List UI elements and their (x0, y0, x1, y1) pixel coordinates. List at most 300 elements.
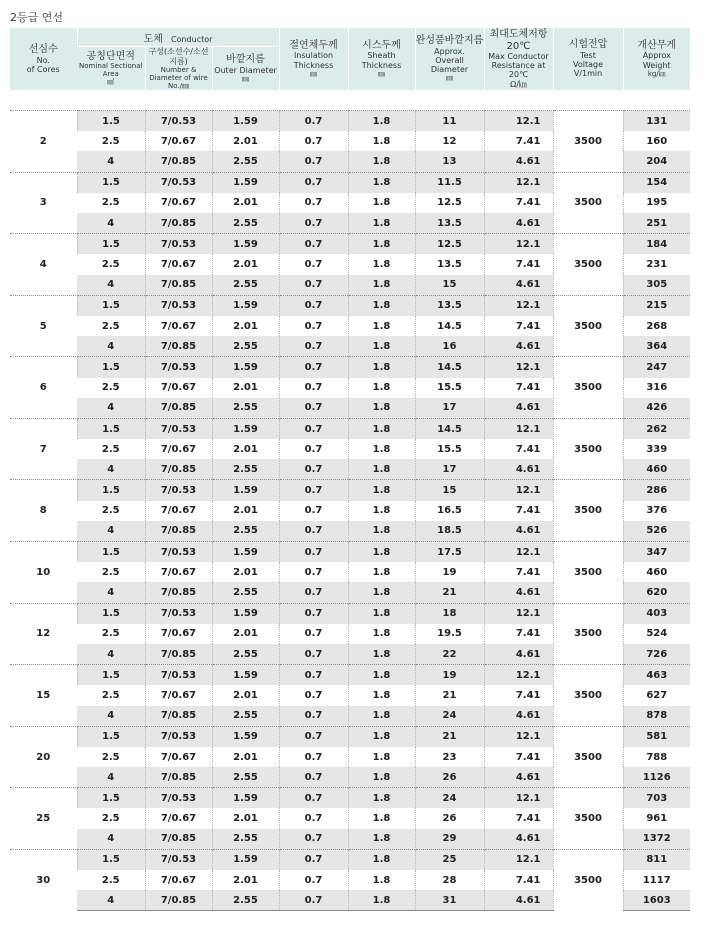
resistance-cell (484, 849, 553, 870)
header-outer-en: Outer Diameter (214, 65, 277, 75)
construction-cell: 7/0.53 (145, 788, 212, 809)
table-row (10, 480, 690, 501)
area-cell: 4 (77, 459, 145, 480)
weight-cell: 251 (623, 213, 690, 234)
resistance-value: 4.61 (515, 525, 541, 537)
area-cell: 1.5 (77, 295, 145, 316)
table-row (10, 295, 690, 316)
sheath-cell: 1.8 (348, 378, 415, 398)
outer-diameter-cell: 1.59 (212, 603, 279, 624)
header-voltage-unit: V/1min (573, 69, 603, 79)
resistance-value: 7.41 (515, 320, 541, 332)
weight-cell: 726 (623, 644, 690, 665)
outer-diameter-cell: 2.01 (212, 870, 279, 890)
sheath-cell: 1.8 (348, 316, 415, 336)
resistance-cell (484, 213, 553, 234)
header-area-en: Nominal Sectional Area (79, 62, 143, 79)
area-cell: 4 (77, 275, 145, 296)
test-voltage-cell: 3500 (553, 726, 623, 788)
insulation-cell: 0.7 (279, 829, 348, 850)
area-cell: 1.5 (77, 788, 145, 809)
table-row (10, 665, 690, 686)
resistance-cell (484, 418, 553, 439)
weight-cell: 460 (623, 459, 690, 480)
outer-diameter-cell: 1.59 (212, 172, 279, 193)
resistance-value: 12.1 (515, 423, 541, 435)
overall-diameter-cell: 15 (415, 480, 484, 501)
area-cell: 2.5 (101, 197, 120, 209)
resistance-cell (484, 870, 553, 890)
sheath-cell: 1.8 (348, 747, 415, 767)
header-insulation (279, 28, 348, 90)
construction-cell: 7/0.67 (145, 501, 212, 521)
overall-diameter-cell: 24 (415, 788, 484, 809)
outer-diameter-cell: 1.59 (212, 849, 279, 870)
area-cell: 4 (77, 336, 145, 357)
overall-diameter-cell: 23 (415, 747, 484, 767)
weight-cell: 154 (623, 172, 690, 193)
construction-cell: 7/0.85 (145, 582, 212, 603)
insulation-cell: 0.7 (279, 890, 348, 911)
sheath-cell: 1.8 (348, 808, 415, 828)
insulation-cell: 0.7 (279, 151, 348, 172)
weight-cell: 1126 (623, 767, 690, 788)
header-sheath-ko: 시스두께 (362, 39, 401, 51)
overall-diameter-cell: 14.5 (415, 316, 484, 336)
construction-cell: 7/0.67 (145, 624, 212, 644)
construction-cell: 7/0.67 (145, 316, 212, 336)
cores-cell: 20 (10, 726, 77, 788)
resistance-cell (484, 111, 553, 132)
cable-spec-table (10, 28, 690, 911)
cores-cell: 4 (10, 234, 77, 296)
construction-cell: 7/0.85 (145, 459, 212, 480)
construction-cell: 7/0.85 (145, 275, 212, 296)
sheath-cell: 1.8 (348, 172, 415, 193)
outer-diameter-cell: 2.55 (212, 459, 279, 480)
sheath-cell: 1.8 (348, 849, 415, 870)
weight-cell: 788 (623, 747, 690, 767)
resistance-value: 4.61 (515, 340, 541, 352)
table-row (10, 542, 690, 563)
header-weight-en1: Approx (642, 51, 671, 61)
resistance-value: 12.1 (515, 177, 541, 189)
construction-cell: 7/0.85 (145, 706, 212, 727)
sheath-cell: 1.8 (348, 829, 415, 850)
area-cell: 1.5 (77, 726, 145, 747)
weight-cell: 184 (623, 234, 690, 255)
test-voltage-cell: 3500 (553, 172, 623, 234)
test-voltage-cell: 3500 (553, 603, 623, 665)
header-weight-en2: Weight (642, 60, 671, 70)
header-voltage-en2: Voltage (572, 60, 603, 70)
overall-diameter-cell: 18.5 (415, 521, 484, 542)
sheath-cell: 1.8 (348, 767, 415, 788)
sheath-cell: 1.8 (348, 562, 415, 582)
weight-cell: 339 (623, 439, 690, 459)
area-cell: 1.5 (77, 418, 145, 439)
header-outer-unit: ㎜ (242, 74, 249, 83)
cores-cell: 6 (10, 357, 77, 419)
header-area (77, 47, 145, 90)
resistance-value: 7.41 (515, 628, 541, 640)
header-overall-unit: ㎜ (446, 74, 453, 83)
resistance-value: 7.41 (515, 874, 541, 886)
cores-cell: 3 (10, 172, 77, 234)
overall-diameter-cell: 19 (415, 665, 484, 686)
area-cell: 4 (77, 767, 145, 788)
header-overall-en2: Overall Diameter (430, 56, 469, 75)
construction-cell: 7/0.67 (145, 562, 212, 582)
area-cell: 4 (77, 151, 145, 172)
sheath-cell: 1.8 (348, 890, 415, 911)
outer-diameter-cell: 2.01 (212, 562, 279, 582)
sheath-cell: 1.8 (348, 254, 415, 274)
header-cores-en2: of Cores (26, 64, 60, 74)
insulation-cell: 0.7 (279, 254, 348, 274)
weight-cell: 268 (623, 316, 690, 336)
area-cell: 1.5 (77, 234, 145, 255)
header-area-ko: 공칭단면적 (86, 50, 135, 62)
area-cell: 1.5 (77, 357, 145, 378)
sheath-cell: 1.8 (348, 644, 415, 665)
overall-diameter-cell: 28 (415, 870, 484, 890)
overall-diameter-cell: 13.5 (415, 254, 484, 274)
header-weight (623, 28, 690, 90)
overall-diameter-cell: 12 (415, 131, 484, 151)
sheath-cell: 1.8 (348, 480, 415, 501)
outer-diameter-cell: 2.01 (212, 316, 279, 336)
weight-cell: 1372 (623, 829, 690, 850)
test-voltage-cell: 3500 (553, 111, 623, 173)
header-outer-diameter (212, 47, 279, 90)
insulation-cell: 0.7 (279, 542, 348, 563)
resistance-cell (484, 624, 553, 644)
overall-diameter-cell: 22 (415, 644, 484, 665)
header-insulation-unit: ㎜ (310, 69, 317, 78)
insulation-cell: 0.7 (279, 459, 348, 480)
header-insulation-en1: Insulation (293, 51, 334, 61)
area-cell: 1.5 (77, 172, 145, 193)
overall-diameter-cell: 18 (415, 603, 484, 624)
header-cores-ko: 선심수 (28, 44, 58, 56)
sheath-cell: 1.8 (348, 234, 415, 255)
area-cell: 2.5 (101, 628, 120, 640)
overall-diameter-cell: 16.5 (415, 501, 484, 521)
insulation-cell: 0.7 (279, 665, 348, 686)
insulation-cell: 0.7 (279, 193, 348, 213)
resistance-value: 7.41 (515, 382, 541, 394)
test-voltage-cell: 3500 (553, 788, 623, 850)
insulation-cell: 0.7 (279, 644, 348, 665)
header-resistance-en2: Resistance at 20℃ (491, 61, 546, 80)
test-voltage-cell: 3500 (553, 418, 623, 480)
resistance-value: 4.61 (515, 833, 541, 845)
construction-cell: 7/0.85 (145, 336, 212, 357)
header-overall-ko: 완성품바깥지름 (415, 35, 484, 47)
resistance-value: 12.1 (515, 115, 541, 127)
header-construction-en: Number & Diameter of wire (149, 65, 208, 82)
outer-diameter-cell: 2.01 (212, 439, 279, 459)
weight-cell: 703 (623, 788, 690, 809)
insulation-cell: 0.7 (279, 603, 348, 624)
weight-cell: 878 (623, 706, 690, 727)
header-voltage (553, 28, 623, 90)
area-cell: 2.5 (101, 320, 120, 332)
header-sheath (348, 28, 415, 90)
header-voltage-ko: 시험전압 (568, 39, 608, 51)
construction-cell: 7/0.85 (145, 890, 212, 911)
area-cell: 2.5 (101, 874, 120, 886)
header-overall (415, 28, 484, 90)
area-cell: 2.5 (101, 135, 120, 147)
insulation-cell: 0.7 (279, 378, 348, 398)
area-cell: 4 (77, 582, 145, 603)
construction-cell: 7/0.85 (145, 213, 212, 234)
construction-cell: 7/0.85 (145, 521, 212, 542)
insulation-cell: 0.7 (279, 706, 348, 727)
insulation-cell: 0.7 (279, 275, 348, 296)
overall-diameter-cell: 21 (415, 582, 484, 603)
resistance-value: 4.61 (515, 217, 541, 229)
construction-cell: 7/0.53 (145, 603, 212, 624)
outer-diameter-cell: 2.01 (212, 747, 279, 767)
outer-diameter-cell: 2.55 (212, 213, 279, 234)
outer-diameter-cell: 2.01 (212, 254, 279, 274)
construction-cell: 7/0.85 (145, 829, 212, 850)
resistance-cell (484, 398, 553, 419)
resistance-value: 4.61 (515, 771, 541, 783)
construction-cell: 7/0.67 (145, 439, 212, 459)
weight-cell: 160 (623, 131, 690, 151)
resistance-cell (484, 767, 553, 788)
overall-diameter-cell: 11 (415, 111, 484, 132)
resistance-value: 7.41 (515, 443, 541, 455)
resistance-value: 7.41 (515, 751, 541, 763)
area-cell: 4 (77, 398, 145, 419)
overall-diameter-cell: 21 (415, 685, 484, 705)
table-row (10, 788, 690, 809)
insulation-cell: 0.7 (279, 870, 348, 890)
overall-diameter-cell: 15.5 (415, 439, 484, 459)
overall-diameter-cell: 12.5 (415, 234, 484, 255)
outer-diameter-cell: 1.59 (212, 357, 279, 378)
outer-diameter-cell: 1.59 (212, 234, 279, 255)
outer-diameter-cell: 2.01 (212, 193, 279, 213)
test-voltage-cell: 3500 (553, 295, 623, 357)
area-cell: 4 (77, 644, 145, 665)
sheath-cell: 1.8 (348, 665, 415, 686)
header-sheath-en2: Thickness (361, 60, 402, 70)
weight-cell: 627 (623, 685, 690, 705)
construction-cell: 7/0.53 (145, 357, 212, 378)
outer-diameter-cell: 2.01 (212, 624, 279, 644)
table-row (10, 603, 690, 624)
sheath-cell: 1.8 (348, 418, 415, 439)
weight-cell: 262 (623, 418, 690, 439)
construction-cell: 7/0.53 (145, 111, 212, 132)
outer-diameter-cell: 2.55 (212, 706, 279, 727)
insulation-cell: 0.7 (279, 480, 348, 501)
construction-cell: 7/0.53 (145, 295, 212, 316)
table-row (10, 418, 690, 439)
header-insulation-ko: 절연체두께 (289, 39, 338, 51)
overall-diameter-cell: 15.5 (415, 378, 484, 398)
weight-cell: 463 (623, 665, 690, 686)
overall-diameter-cell: 19.5 (415, 624, 484, 644)
sheath-cell: 1.8 (348, 624, 415, 644)
sheath-cell: 1.8 (348, 685, 415, 705)
sheath-cell: 1.8 (348, 357, 415, 378)
resistance-cell (484, 295, 553, 316)
area-cell: 2.5 (101, 813, 120, 825)
resistance-value: 4.61 (515, 402, 541, 414)
resistance-value: 7.41 (515, 813, 541, 825)
insulation-cell: 0.7 (279, 747, 348, 767)
header-outer-ko: 바깥지름 (226, 54, 265, 66)
sheath-cell: 1.8 (348, 870, 415, 890)
resistance-value: 4.61 (515, 710, 541, 722)
cores-cell: 7 (10, 418, 77, 480)
weight-cell: 376 (623, 501, 690, 521)
resistance-value: 4.61 (515, 894, 541, 906)
table-row (10, 172, 690, 193)
outer-diameter-cell: 2.01 (212, 131, 279, 151)
overall-diameter-cell: 19 (415, 562, 484, 582)
weight-cell: 426 (623, 398, 690, 419)
weight-cell: 403 (623, 603, 690, 624)
outer-diameter-cell: 2.55 (212, 582, 279, 603)
construction-cell: 7/0.85 (145, 151, 212, 172)
area-cell: 4 (77, 521, 145, 542)
table-row (10, 111, 690, 132)
overall-diameter-cell: 17.5 (415, 542, 484, 563)
resistance-cell (484, 275, 553, 296)
construction-cell: 7/0.85 (145, 644, 212, 665)
resistance-cell (484, 665, 553, 686)
sheath-cell: 1.8 (348, 398, 415, 419)
resistance-cell (484, 890, 553, 911)
outer-diameter-cell: 1.59 (212, 726, 279, 747)
overall-diameter-cell: 11.5 (415, 172, 484, 193)
sheath-cell: 1.8 (348, 193, 415, 213)
header-resistance-en1: Max Conductor (488, 52, 549, 62)
outer-diameter-cell: 2.55 (212, 829, 279, 850)
construction-cell: 7/0.85 (145, 398, 212, 419)
outer-diameter-cell: 2.55 (212, 398, 279, 419)
outer-diameter-cell: 1.59 (212, 788, 279, 809)
outer-diameter-cell: 2.01 (212, 685, 279, 705)
resistance-cell (484, 336, 553, 357)
sheath-cell: 1.8 (348, 542, 415, 563)
sheath-cell: 1.8 (348, 501, 415, 521)
sheath-cell: 1.8 (348, 151, 415, 172)
outer-diameter-cell: 2.55 (212, 336, 279, 357)
cores-cell: 8 (10, 480, 77, 542)
resistance-value: 12.1 (515, 731, 541, 743)
insulation-cell: 0.7 (279, 501, 348, 521)
area-cell: 4 (77, 829, 145, 850)
test-voltage-cell: 3500 (553, 665, 623, 727)
header-weight-ko: 개산무게 (637, 39, 677, 51)
sheath-cell: 1.8 (348, 111, 415, 132)
resistance-value: 7.41 (515, 135, 541, 147)
insulation-cell: 0.7 (279, 316, 348, 336)
insulation-cell: 0.7 (279, 418, 348, 439)
insulation-cell: 0.7 (279, 172, 348, 193)
header-sheath-unit: ㎜ (378, 69, 385, 78)
sheath-cell: 1.8 (348, 582, 415, 603)
table-row (10, 849, 690, 870)
test-voltage-cell: 3500 (553, 357, 623, 419)
area-cell: 1.5 (77, 480, 145, 501)
area-cell: 2.5 (101, 505, 120, 517)
header-cores (10, 28, 77, 90)
sheath-cell: 1.8 (348, 213, 415, 234)
insulation-cell: 0.7 (279, 685, 348, 705)
resistance-cell (484, 501, 553, 521)
outer-diameter-cell: 2.55 (212, 644, 279, 665)
insulation-cell: 0.7 (279, 624, 348, 644)
outer-diameter-cell: 1.59 (212, 295, 279, 316)
resistance-value: 12.1 (515, 238, 541, 250)
resistance-cell (484, 706, 553, 727)
insulation-cell: 0.7 (279, 849, 348, 870)
construction-cell: 7/0.67 (145, 747, 212, 767)
construction-cell: 7/0.67 (145, 131, 212, 151)
insulation-cell: 0.7 (279, 726, 348, 747)
overall-diameter-cell: 13.5 (415, 295, 484, 316)
sheath-cell: 1.8 (348, 131, 415, 151)
resistance-cell (484, 829, 553, 850)
construction-cell: 7/0.67 (145, 254, 212, 274)
weight-cell: 1117 (623, 870, 690, 890)
construction-cell: 7/0.67 (145, 685, 212, 705)
sheath-cell: 1.8 (348, 439, 415, 459)
header-cores-en1: No. (36, 55, 50, 65)
resistance-value: 12.1 (515, 361, 541, 373)
area-cell: 1.5 (77, 111, 145, 132)
test-voltage-cell: 3500 (553, 542, 623, 604)
outer-diameter-cell: 2.55 (212, 275, 279, 296)
outer-diameter-cell: 1.59 (212, 480, 279, 501)
document-title: 2등급 연선 (10, 11, 63, 24)
header-construction (145, 47, 212, 90)
header-conductor-en: Conductor (171, 35, 213, 44)
construction-cell: 7/0.67 (145, 870, 212, 890)
weight-cell: 581 (623, 726, 690, 747)
resistance-cell (484, 459, 553, 480)
resistance-value: 7.41 (515, 566, 541, 578)
insulation-cell: 0.7 (279, 521, 348, 542)
test-voltage-cell: 3500 (553, 480, 623, 542)
weight-cell: 524 (623, 624, 690, 644)
area-cell: 1.5 (77, 542, 145, 563)
resistance-value: 12.1 (515, 300, 541, 312)
overall-diameter-cell: 17 (415, 398, 484, 419)
resistance-value: 12.1 (515, 485, 541, 497)
area-cell: 1.5 (77, 603, 145, 624)
construction-cell: 7/0.53 (145, 480, 212, 501)
insulation-cell: 0.7 (279, 213, 348, 234)
overall-diameter-cell: 17 (415, 459, 484, 480)
weight-cell: 195 (623, 193, 690, 213)
insulation-cell: 0.7 (279, 336, 348, 357)
header-resistance-unit: Ω/㎞ (510, 79, 527, 89)
header-resistance-ko: 최대도체저항20℃ (489, 29, 548, 52)
weight-cell: 460 (623, 562, 690, 582)
resistance-value: 7.41 (515, 197, 541, 209)
